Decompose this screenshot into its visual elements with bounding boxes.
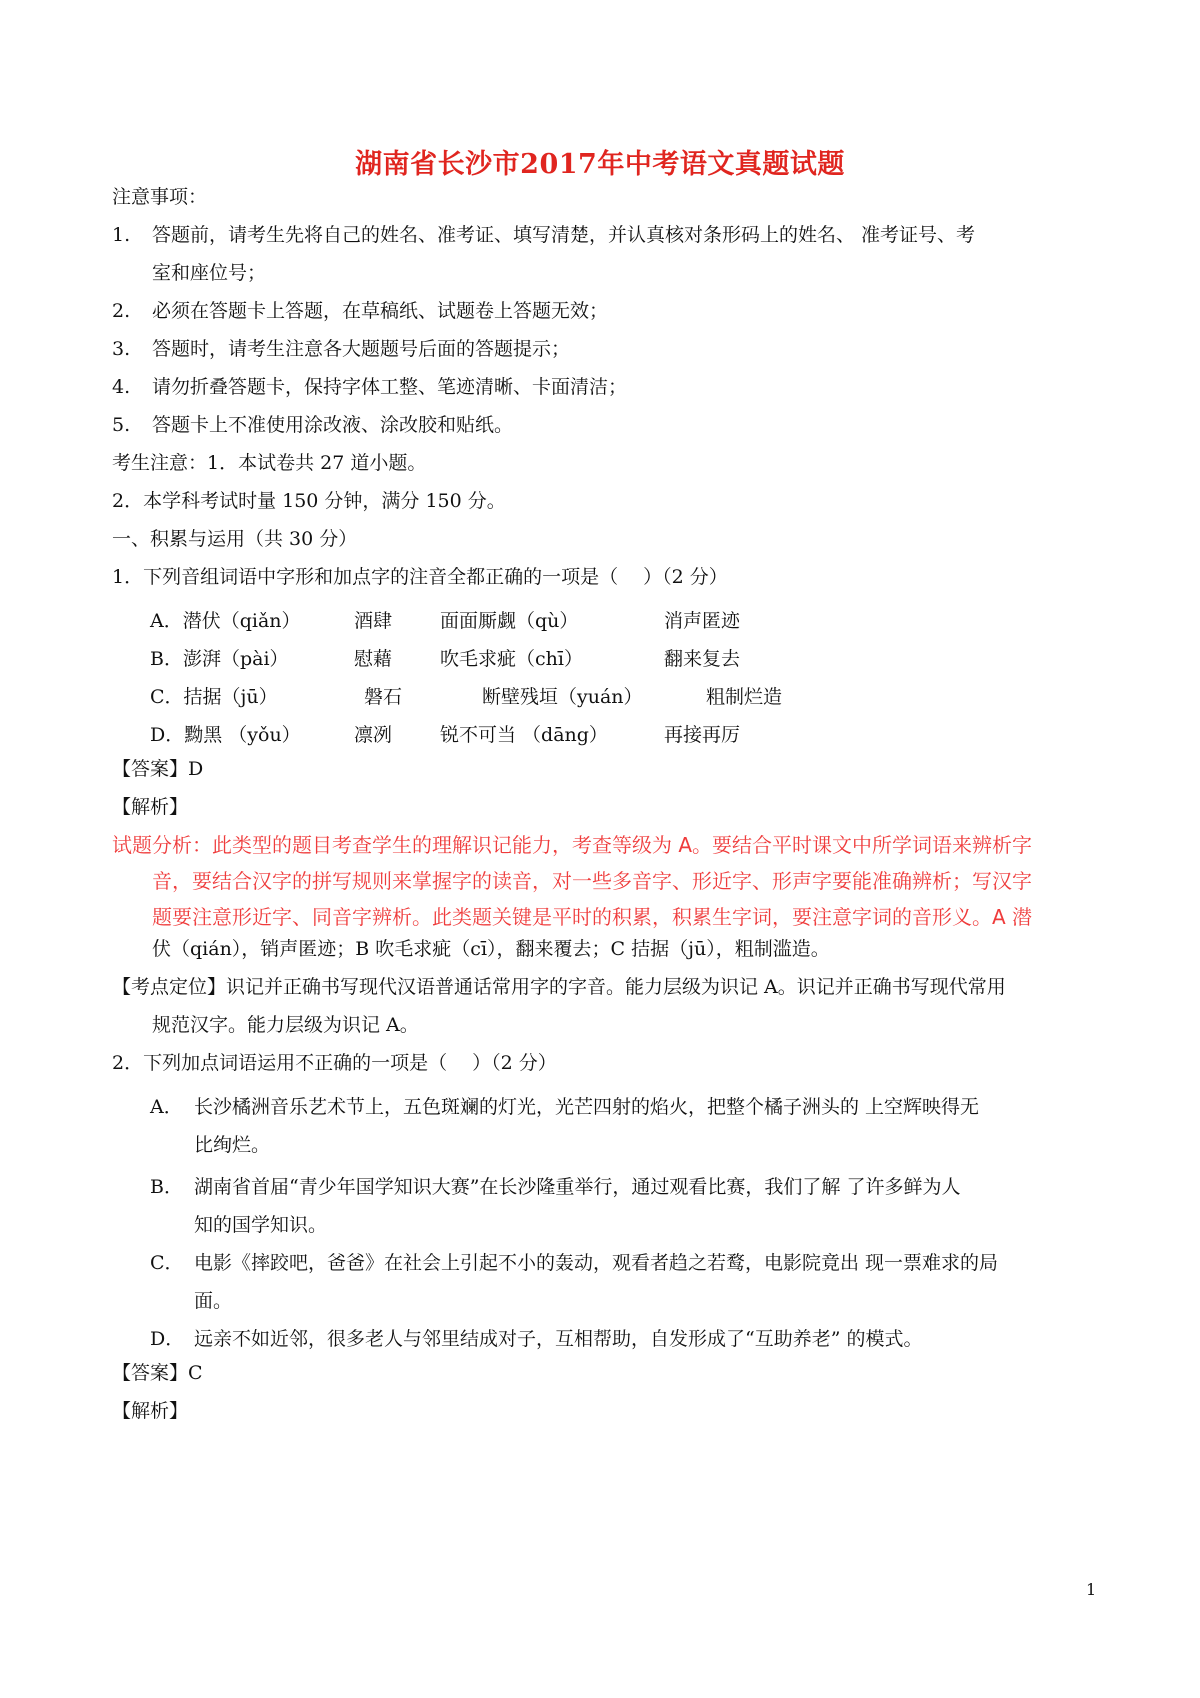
notice-item-text: 必须在答题卡上答题，在草稿纸、试题卷上答题无效； xyxy=(152,300,609,322)
option-cell: 酒肆 xyxy=(354,610,393,632)
answer-line: 【答案】C xyxy=(112,1362,203,1384)
option-cell: 吹毛求疵（chī） xyxy=(440,648,583,670)
notice-item-num: 3. xyxy=(112,338,131,360)
option-text: 远亲不如近邻，很多老人与邻里结成对子，互相帮助，自发形成了“互助养老” 的模式。 xyxy=(194,1328,923,1350)
option-cell: 粗制烂造 xyxy=(706,686,783,708)
option-label: A． xyxy=(150,1096,183,1118)
option-cell: 翻来复去 xyxy=(664,648,741,670)
option-cell: 消声匿迹 xyxy=(664,610,741,632)
notice-item-text: 答题卡上不准使用涂改液、涂改胶和贴纸。 xyxy=(152,414,514,436)
answer-line: 【答案】D xyxy=(112,758,204,780)
notice-item-text: 请勿折叠答题卡，保持字体工整、笔迹清晰、卡面清洁； xyxy=(152,376,628,398)
notice-item-num: 1. xyxy=(112,224,131,246)
option-cell: C．拮据（jū） xyxy=(150,686,278,708)
option-text-continuation: 比绚烂。 xyxy=(194,1134,271,1156)
option-text: 长沙橘洲音乐艺术节上，五色斑斓的灯光，光芒四射的焰火，把整个橘子洲头的 上空辉映得无 xyxy=(194,1096,980,1118)
notice-item-num: 4. xyxy=(112,376,131,398)
analysis-text: 伏（qián），销声匿迹；B 吹毛求疵（cī），翻来覆去；C 拮据（jū），粗制滥造。 xyxy=(152,938,830,960)
option-cell: 断壁残垣（yuán） xyxy=(482,686,643,708)
section-heading: 一、积累与运用（共 30 分） xyxy=(112,528,358,550)
kaodian-line: 【考点定位】识记并正确书写现代汉语普通话常用字的字音。能力层级为识记 A。识记并正确书写现代常用 xyxy=(112,976,1006,998)
analysis-label: 【解析】 xyxy=(112,796,189,818)
option-label: D． xyxy=(150,1328,185,1350)
option-cell: 再接再厉 xyxy=(664,724,741,746)
option-cell: 凛冽 xyxy=(354,724,393,746)
option-cell: B．澎湃（pài） xyxy=(150,648,289,670)
question-stem: 1．下列音组词语中字形和加点字的注音全都正确的一项是（ ）（2 分） xyxy=(112,566,728,588)
option-cell: 磐石 xyxy=(364,686,403,708)
notice-item-num: 2. xyxy=(112,300,131,322)
option-cell: 慰藉 xyxy=(354,648,393,670)
kaodian-line: 规范汉字。能力层级为识记 A。 xyxy=(152,1014,419,1036)
option-cell: D．黝黑 （yǒu） xyxy=(150,724,301,746)
option-cell: 面面厮觑（qù） xyxy=(440,610,579,632)
analysis-text: 题要注意形近字、同音字辨析。此类题关键是平时的积累，积累生字词，要注意字词的音形义。A 潜 xyxy=(152,905,1033,929)
option-text-continuation: 面。 xyxy=(194,1290,233,1312)
page-title: 湖南省长沙市2017年中考语文真题试题 xyxy=(355,149,845,180)
analysis-text: 试题分析：此类型的题目考查学生的理解识记能力，考查等级为 A。要结合平时课文中所学词语来辨析字 xyxy=(112,833,1033,857)
option-cell: A．潜伏（qiǎn） xyxy=(150,610,301,632)
notice-heading: 注意事项： xyxy=(112,186,208,208)
analysis-text: 音，要结合汉字的拼写规则来掌握字的读音，对一些多音字、形近字、形声字要能准确辨析；写汉字 xyxy=(152,869,1032,893)
option-text: 电影《摔跤吧，爸爸》在社会上引起不小的轰动，观看者趋之若鹜，电影院竟出 现一票难求的局 xyxy=(194,1252,999,1274)
exam-note: 考生注意：1．本试卷共 27 道小题。 xyxy=(112,452,427,474)
option-cell: 锐不可当 （dāng） xyxy=(440,724,608,746)
notice-item-continuation: 室和座位号； xyxy=(152,262,267,284)
option-label: C． xyxy=(150,1252,184,1274)
option-text-continuation: 知的国学知识。 xyxy=(194,1214,328,1236)
exam-note: 2．本学科考试时量 150 分钟，满分 150 分。 xyxy=(112,490,506,512)
question-stem: 2．下列加点词语运用不正确的一项是（ ）（2 分） xyxy=(112,1052,557,1074)
option-label: B． xyxy=(150,1176,183,1198)
page-number: 1 xyxy=(1086,1580,1097,1599)
analysis-label: 【解析】 xyxy=(112,1400,189,1422)
notice-item-text: 答题时，请考生注意各大题题号后面的答题提示； xyxy=(152,338,571,360)
notice-item-num: 5. xyxy=(112,414,131,436)
notice-item-text: 答题前，请考生先将自己的姓名、准考证、填写清楚，并认真核对条形码上的姓名、 准考证号、考 xyxy=(152,224,976,246)
option-text: 湖南省首届“青少年国学知识大赛”在长沙隆重举行，通过观看比赛，我们了解 了许多鲜为人 xyxy=(194,1176,961,1198)
